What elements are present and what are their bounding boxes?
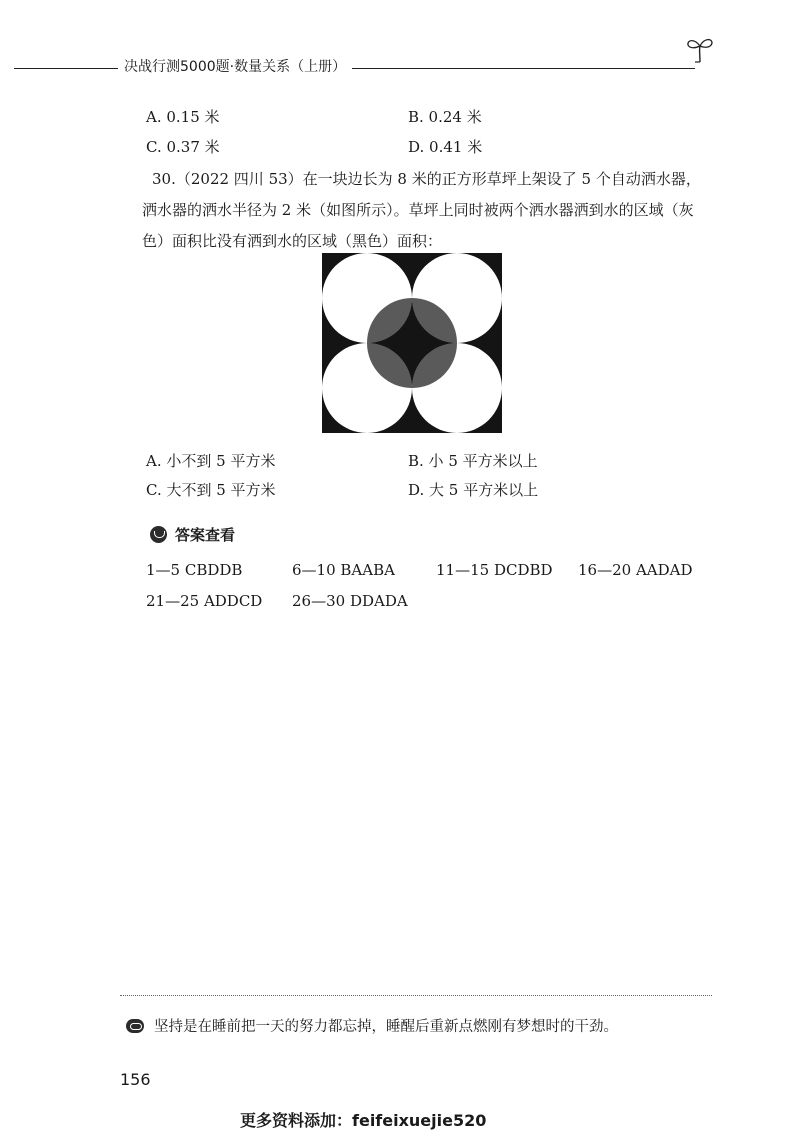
prev-option-b: B. 0.24 米 xyxy=(408,108,482,126)
page-number: 156 xyxy=(120,1070,151,1089)
question-text xyxy=(142,164,702,257)
answers-heading xyxy=(150,524,235,545)
header-rule-left xyxy=(14,68,126,69)
option-b: B. 小 5 平方米以上 xyxy=(408,452,538,470)
answer-range-5: 21—25 ADDCD xyxy=(146,592,263,610)
sprout-icon xyxy=(684,34,716,64)
answer-range-4: 16—20 AADAD xyxy=(578,561,693,579)
answer-range-1: 1—5 CBDDB xyxy=(146,561,243,579)
cloud-icon xyxy=(126,1019,144,1033)
answer-range-6: 26—30 DDADA xyxy=(292,592,408,610)
question-line-2: 洒水器的洒水半径为 2 米（如图所示）。草坪上同时被两个洒水器洒到水的区域（灰 xyxy=(142,201,694,219)
motto xyxy=(126,1015,618,1036)
footer-divider xyxy=(120,995,712,996)
option-d: D. 大 5 平方米以上 xyxy=(408,481,539,499)
footer-note: 更多资料添加：feifeixuejie520 xyxy=(240,1111,487,1130)
prev-option-a: A. 0.15 米 xyxy=(146,108,220,126)
option-c: C. 大不到 5 平方米 xyxy=(146,481,276,499)
book-title: 决战行测5000题·数量关系（上册） xyxy=(118,56,352,76)
option-a: A. 小不到 5 平方米 xyxy=(146,452,276,470)
answer-bubble-icon xyxy=(150,526,167,543)
question-line-1: 30.（2022 四川 53）在一块边长为 8 米的正方形草坪上架设了 5 个自动洒水器， xyxy=(152,170,701,188)
prev-option-d: D. 0.41 米 xyxy=(408,138,483,156)
answer-range-3: 11—15 DCDBD xyxy=(436,561,553,579)
answer-range-2: 6—10 BAABA xyxy=(292,561,395,579)
header-rule-right xyxy=(340,68,695,69)
answers-heading-text: 答案查看 xyxy=(175,526,236,544)
question-line-3: 色）面积比没有洒到水的区域（黑色）面积： xyxy=(142,232,443,250)
sprinkler-figure xyxy=(322,253,502,433)
prev-option-c: C. 0.37 米 xyxy=(146,138,220,156)
motto-text: 坚持是在睡前把一天的努力都忘掉，睡醒后重新点燃刚有梦想时的干劲。 xyxy=(154,1019,618,1035)
